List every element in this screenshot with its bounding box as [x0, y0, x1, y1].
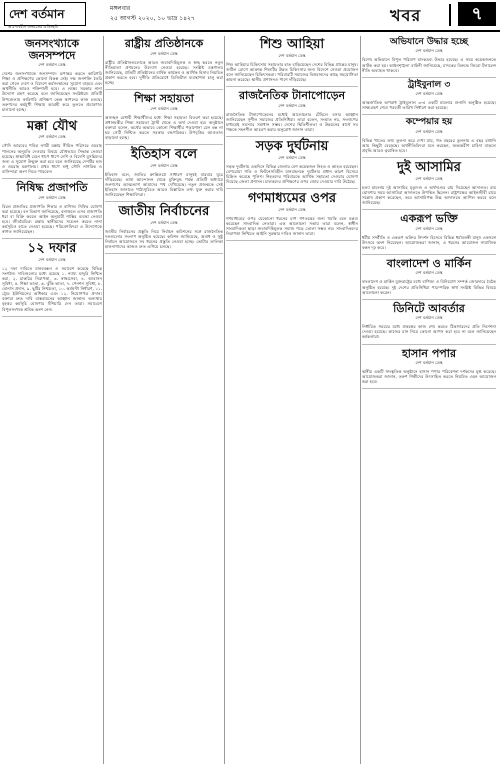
article-body: বিশেষ অভিযানে বিপুল পরিমাণ মাদকদ্রব্য উদ্ধার হয়েছে। এ সময় কয়েকজনকে আটক করা হয়। আইনশৃঙ্খলা বাহিনী জানিয়েছে, মাদকের বিরুদ্ধে জিরো টলারেন্স নীতি অব্যাহত থাকবে। [362, 57, 496, 73]
article-headline: হাসান পপার [402, 346, 456, 360]
column-rule [103, 36, 104, 764]
article-divider [362, 157, 496, 158]
article-byline: দেশ বর্তমান ডেস্ক [38, 194, 66, 200]
article-divider [362, 77, 496, 78]
article-gonomaddhom [226, 192, 358, 236]
column-rule [224, 36, 225, 764]
article-headline: জনসংখ্যাকে জনসম্পদে [24, 37, 80, 62]
article-shishu [226, 38, 358, 82]
logo-text: দেশ বর্তমান [9, 7, 65, 21]
article-byline: দেশ বর্তমান ডেস্ক [278, 206, 306, 212]
article-byline: দেশ বর্তমান ডেস্ক [415, 128, 443, 134]
article-byline: দেশ বর্তমান ডেস্ক [150, 219, 178, 225]
article-body: সড়ক দুর্ঘটনায় একদিনে বিভিন্ন জেলায় বেশ কয়েকজন নিহত ও আহত হয়েছেন। বেপরোয়া গতি ও ফিটনেসবিহীন যানবাহনকে দুর্ঘটনার প্রধান কারণ হিসেবে চিহ্নিত করেছে পুলিশ। নিহতদের পরিবারকে আর্থিক সহায়তা দেওয়ার ঘোষণা দিয়েছে জেলা প্রশাসন। চালকদের প্রশিক্ষণের ওপর জোর দেওয়ার দাবি উঠেছে। [226, 163, 358, 184]
section-title: খবর [390, 6, 422, 25]
article-headline: কম্পেয়ার হয় [405, 117, 453, 128]
article-body: নির্ধারিত সময়ের মধ্যে প্রকল্পের কাজ শেষ করতে ঠিকাদারদের প্রতি নির্দেশনা দেওয়া হয়েছে। কাজের মান নিয়ে কোনো আপস করা হবে না বলে জানিয়েছেন কর্মকর্তারা। [362, 324, 496, 340]
newspaper-logo [4, 2, 86, 26]
article-headline: মক্কা যৌথ [27, 118, 77, 134]
article-body: ইতিহাস বলে, জাতির ক্রান্তিলগ্নে সাধারণ মানুষই বারবার ঘুরে দাঁড়িয়েছে। ভাষা আন্দোলন থেকে মুক্তিযুদ্ধ পর্যন্ত প্রতিটি অধ্যায়ে জনগণের আত্মত্যাগ আমাদের পথ দেখিয়েছে। নতুন প্রজন্মকে সেই ইতিহাস জানাতে পাঠ্যসূচিতে আরও বিস্তারিত তথ্য যুক্ত করার দাবি জানিয়েছেন শিক্ষাবিদরা। [105, 171, 223, 198]
article-byline: দেশ বর্তমান ডেস্ক [415, 225, 443, 231]
article-byline: দেশ বর্তমান ডেস্ক [150, 162, 178, 168]
article-headline: ১২ দফার [27, 241, 77, 257]
column-rule [360, 36, 361, 764]
column-2 [105, 36, 223, 764]
article-body: জাতীয় নির্বাচনের প্রস্তুতি নিয়ে নির্বাচন কমিশনের সঙ্গে রাজনৈতিক দলগুলোর সংলাপ অনুষ্ঠিত হয়েছে। কমিশন জানিয়েছে, অবাধ ও সুষ্ঠু নির্বাচন আয়োজনে সব ধরনের প্রস্তুতি নেওয়া হচ্ছে। ভোটার তালিকা হালনাগাদের কাজও দ্রুত এগিয়ে চলছে। [105, 228, 223, 250]
article-divider [226, 136, 358, 137]
article-body: বিরল প্রজাতির প্রজাপতি শিকার ও বাণিজ্য নিষিদ্ধ ঘোষণা করা হয়েছে। বন বিভাগ জানিয়েছে, বনাঞ্চলে এসব প্রজাপতি ধরা বা বিক্রি করলে আইন অনুযায়ী শাস্তির ব্যবস্থা নেওয়া হবে। জীববৈচিত্র্য রক্ষায় স্থানীয়দের সচেতন করতে নানা কর্মসূচিও হাতে নেওয়া হয়েছে। পরিবেশবিদরা এ উদ্যোগকে স্বাগত জানিয়েছেন। [2, 203, 102, 235]
column-3 [226, 36, 358, 764]
article-divider [105, 253, 223, 254]
article-janasankhya [2, 38, 102, 112]
article-shikkha [105, 93, 223, 140]
article-byline: দেশ বর্তমান ডেস্ক [150, 50, 178, 56]
article-body: দেশের জনসংখ্যাকে জনসম্পদে রূপান্তর করতে কারিগরি শিক্ষা ও প্রশিক্ষণের কোনো বিকল্প নেই। দক্ষ জনশক্তি তৈরি করা গেলে দেশে ও বিদেশে কর্মসংস্থানের সুযোগ বাড়বে এবং অর্থনীতি আরও শক্তিশালী হবে। এ লক্ষ্যে সরকার নানা উদ্যোগ গ্রহণ করেছে বলে জানিয়েছেন সংশ্লিষ্টরা। প্রতিটি উপজেলায় কারিগরি প্রশিক্ষণ কেন্দ্র স্থাপনের কাজ চলছে। তরুণদের কর্মমুখী শিক্ষায় আগ্রহী করে তুলতে প্রচারণাও চালানো হচ্ছে। [2, 71, 102, 112]
article-headline: গণমাধ্যমের ওপর [247, 190, 337, 206]
article-divider [362, 344, 496, 345]
article-divider [2, 116, 102, 117]
article-byline: দেশ বর্তমান ডেস্ক [415, 175, 443, 181]
article-mokka [2, 120, 102, 174]
article-body: স্থানীয় একটি সাংস্কৃতিক অনুষ্ঠানে হাসান পপার পরিবেশনা দর্শকদের মুগ্ধ করেছে। আয়োজকরা জানান, তরুণ শিল্পীদের উৎসাহিত করতে নিয়মিত এমন আয়োজন করা হবে। [362, 369, 496, 385]
article-headline: ডিনিটে আবর্তার [393, 301, 465, 315]
logo-tagline: আপোষহীন জনমতের প্রতিচ্ছবি [8, 24, 58, 29]
article-rajnoitik [226, 90, 358, 132]
article-ovijan [362, 38, 496, 73]
article-dofa [2, 242, 102, 311]
masthead-divider [449, 4, 451, 26]
article-sorok [226, 140, 358, 184]
article-divider [2, 178, 102, 179]
article-divider [362, 114, 496, 115]
article-body: শিশু আহিয়ার চিকিৎসায় সহায়তার হাত বাড়িয়েছেন দেশের বিভিন্ন প্রান্তের মানুষ। জটিল রোগে আক্রান্ত শিশুটির উন্নত চিকিৎসার জন্য বিদেশে নেওয়া প্রয়োজন বলে জানিয়েছেন চিকিৎসকরা। পরিবারটি সমাজের বিত্তবানদের কাছে সহযোগিতা কামনা করেছে। স্থানীয় প্রশাসনও পাশে দাঁড়িয়েছে। [226, 61, 358, 82]
article-body: বাংলাদেশ ও মার্কিন যুক্তরাষ্ট্রের মধ্যে বাণিজ্য ও বিনিয়োগ সম্পর্ক জোরদারে বৈঠক অনুষ্ঠিত হয়েছে। দুই দেশের প্রতিনিধিরা পারস্পরিক স্বার্থ সংশ্লিষ্ট বিভিন্ন বিষয়ে আলোচনা করেন। [362, 279, 496, 295]
article-byline: দেশ বর্তমান ডেস্ক [150, 105, 178, 111]
article-divider [226, 188, 358, 189]
article-divider [105, 201, 223, 202]
article-byline: দেশ বর্তমান ডেস্ক [278, 102, 306, 108]
article-byline: দেশ বর্তমান ডেস্ক [415, 315, 443, 321]
article-compare [362, 118, 496, 153]
article-body: রাষ্ট্রীয় প্রতিষ্ঠানগুলোকে আরও জবাবদিহিমূলক ও স্বচ্ছ করতে নতুন নীতিমালা প্রণয়নের উদ্যোগ নেওয়া হয়েছে। সংশ্লিষ্ট মন্ত্রণালয় জানিয়েছে, প্রতিটি প্রতিষ্ঠানের বার্ষিক কার্যক্রম ও আর্থিক হিসাব নিয়মিত প্রকাশ করতে হবে। দুর্নীতি প্রতিরোধে ডিজিটাল ব্যবস্থাপনা চালু করা হচ্ছে। [105, 59, 223, 85]
article-tribunal [362, 81, 496, 111]
article-headline: অভিযানে উদ্ধার হচ্ছে [389, 37, 469, 47]
article-ekaroof [362, 213, 496, 250]
article-byline: দেশ বর্তমান ডেস্ক [415, 48, 443, 54]
article-bangla [362, 258, 496, 295]
article-headline: রাজনৈতিক টানাপোড়েন [238, 89, 346, 103]
column-1 [2, 36, 102, 764]
article-byline: দেশ বর্তমান ডেস্ক [38, 256, 66, 262]
article-headline: বাংলাদেশ ও মার্কিন [386, 256, 472, 270]
issue-day: মঙ্গলবার [110, 5, 131, 12]
article-divider [362, 388, 496, 389]
article-body: অসচ্ছল মেধাবী শিক্ষার্থীদের মধ্যে শিক্ষা সহায়তা বিতরণ করা হয়েছে। প্রধানমন্ত্রীর শিক্ষা সহায়তা ট্রাস্ট থেকে এ অর্থ দেওয়া হয়। অনুষ্ঠানে বক্তারা বলেন, অর্থের অভাবে কোনো শিক্ষার্থীর পড়াশোনা যেন বন্ধ না হয় সেটি নিশ্চিত করতে সরকার বদ্ধপরিকর। উপবৃত্তির আওতাও বাড়ানো হচ্ছে। [105, 114, 223, 140]
article-headline: ট্রাইবুনাল ৩ [407, 79, 451, 90]
article-headline: জাতীয় নির্বাচনের [118, 204, 210, 220]
page-number: ৭ [458, 2, 496, 26]
article-jatiyo [105, 205, 223, 249]
article-divider [2, 316, 102, 317]
article-byline: দেশ বর্তমান ডেস্ক [415, 360, 443, 366]
article-headline: শিক্ষা সহায়তা [134, 92, 194, 106]
article-headline: নিষিদ্ধ প্রজাপতি [16, 181, 88, 195]
article-body: রাজনৈতিক টানাপোড়েনের মধ্যেই আলোচনার টেবিলে বসার আহ্বান জানিয়েছেন সুশীল সমাজের প্রতিনিধিরা। তারা বলেন, সংঘাত নয়, সংলাপের মাধ্যমেই সমস্যার সমাধান সম্ভব। দেশের স্থিতিশীলতা ও উন্নয়নের স্বার্থে সব পক্ষকে সহনশীল আচরণ করার অনুরোধ জানান তারা। [226, 111, 358, 132]
article-body: ১২ দফা দাবিতে মানববন্ধন ও সমাবেশ করেছে বিভিন্ন সংগঠন। দাবিগুলোর মধ্যে রয়েছে ১. ন্যায্য মজুরি নিশ্চিত করা, ২. চাকরির নিরাপত্তা, ৩. স্বাস্থ্যসেবা, ৪. আবাসন সুবিধা, ৫. শিক্ষা ভাতা, ৬. ঝুঁকি ভাতা, ৭. পেনশন সুবিধা, ৮. বোনাস প্রদান, ৯. ছুটির নিশ্চয়তা, ১০. কর্মঘণ্টা নির্ধারণ, ১১. ট্রেড ইউনিয়নের অধিকার এবং ১২. নিয়োগপত্র প্রদান। বক্তারা দ্রুত দাবি বাস্তবায়নের আহ্বান জানান। অন্যথায় বৃহত্তর কর্মসূচি ঘোষণার হুঁশিয়ারি দেন তারা। সমাবেশে বিপুলসংখ্যক শ্রমিক অংশ নেন। [2, 265, 102, 312]
article-itihas [105, 148, 223, 197]
article-headline: শিশু আহিয়া [259, 37, 325, 52]
article-divider [362, 299, 496, 300]
article-body: সৌদি আরবের পবিত্র নগরী মক্কায় সীমিত পরিসরে ওমরাহ পালনের অনুমতি দেওয়ার বিষয়ে যৌথভাবে সিদ্ধান্ত নেওয়া হয়েছে। স্বাস্থ্যবিধি মেনে ধাপে ধাপে দেশি ও বিদেশি মুসল্লিদের জন্য এ সুযোগ উন্মুক্ত করা হবে বলে জানিয়েছে দেশটির হজ ও ওমরাহ মন্ত্রণালয়। প্রথম ধাপে শুধু সৌদি নাগরিক ও বাসিন্দারা অংশ নিতে পারবেন। [2, 143, 102, 174]
article-dui [362, 161, 496, 205]
article-divider [105, 144, 223, 145]
article-headline: দুই আসামির [397, 160, 461, 176]
article-divider [226, 86, 358, 87]
article-body: হত্যা মামলায় দুই আসামির মৃত্যুদণ্ড ও অর্থদণ্ডের রায় দিয়েছেন আদালত। রায় ঘোষণার সময় আসামিরা আদালতে উপস্থিত ছিলেন। রাষ্ট্রপক্ষের আইনজীবী রায়ে সন্তোষ প্রকাশ করেছেন, তবে আসামিপক্ষ উচ্চ আদালতে আপিল করবে বলে জানিয়েছে। [362, 184, 496, 205]
article-byline: দেশ বর্তমান ডেস্ক [415, 91, 443, 97]
article-nishiddho [2, 182, 102, 234]
article-hasan [362, 348, 496, 385]
article-headline: সড়ক দুর্ঘটনায় [255, 138, 329, 154]
article-byline: দেশ বর্তমান ডেস্ক [278, 52, 306, 58]
issue-date: ২৫ আগস্ট ২০২০, ১০ ভাদ্র ১৪২৭ [110, 15, 195, 22]
article-headline: একরূপ ভক্তি [400, 212, 458, 226]
article-divider [105, 89, 223, 90]
article-byline: দেশ বর্তমান ডেস্ক [278, 154, 306, 160]
article-headline: রাষ্ট্রীয় প্রতিষ্ঠানকে [124, 37, 204, 50]
article-dinitse [362, 303, 496, 340]
article-byline: দেশ বর্তমান ডেস্ক [415, 270, 443, 276]
article-divider [2, 238, 102, 239]
article-body: আন্তর্জাতিক অপরাধ ট্রাইব্যুনাল ৩-এ একটি মামলার শুনানি অনুষ্ঠিত হয়েছে। সাক্ষ্যগ্রহণ শেষে পরবর্তী তারিখ নির্ধারণ করা হয়েছে। [362, 100, 496, 111]
masthead [0, 0, 500, 32]
article-byline: দেশ বর্তমান ডেস্ক [38, 62, 66, 68]
article-body: বিভিন্ন খাতের তথ্য তুলনা করে দেখা যায়, গত বছরের তুলনায় এ বছর রপ্তানি আয় কিছুটা বেড়েছে। অর্থনীতিবিদরা মনে করছেন, অভ্যন্তরীণ চাহিদা বাড়লে প্রবৃদ্ধি আরও ত্বরান্বিত হবে। [362, 137, 496, 153]
article-body: গণমাধ্যমের ওপর যেকোনো ধরনের চাপ গণতন্ত্রের জন্য হুমকি বলে মন্তব্য করেছেন সাংবাদিক নেতারা। এক আলোচনা সভায় তারা বলেন, স্বাধীন সাংবাদিকতা ছাড়া জবাবদিহিমূলক সমাজ গড়ে তোলা সম্ভব নয়। সাংবাদিকদের নিরাপত্তা নিশ্চিতে আইনি সুরক্ষার দাবিও জানান তারা। [226, 215, 358, 236]
article-divider [362, 254, 496, 255]
article-body: ধর্মীয় সম্প্রীতি ও একরূপ ভক্তির নিদর্শন হিসেবে বিভিন্ন ধর্মাবলম্বী মানুষ একসঙ্গে উৎসবে অংশ নিয়েছেন। আয়োজকরা জানান, এ ধরনের আয়োজন সামাজিক বন্ধন দৃঢ় করে। [362, 234, 496, 250]
article-byline: দেশ বর্তমান ডেস্ক [38, 134, 66, 140]
article-divider [362, 209, 496, 210]
article-rashtriya [105, 38, 223, 85]
article-divider [226, 240, 358, 241]
article-headline: ইতিহাস বলে [130, 147, 198, 163]
column-4 [362, 36, 496, 764]
